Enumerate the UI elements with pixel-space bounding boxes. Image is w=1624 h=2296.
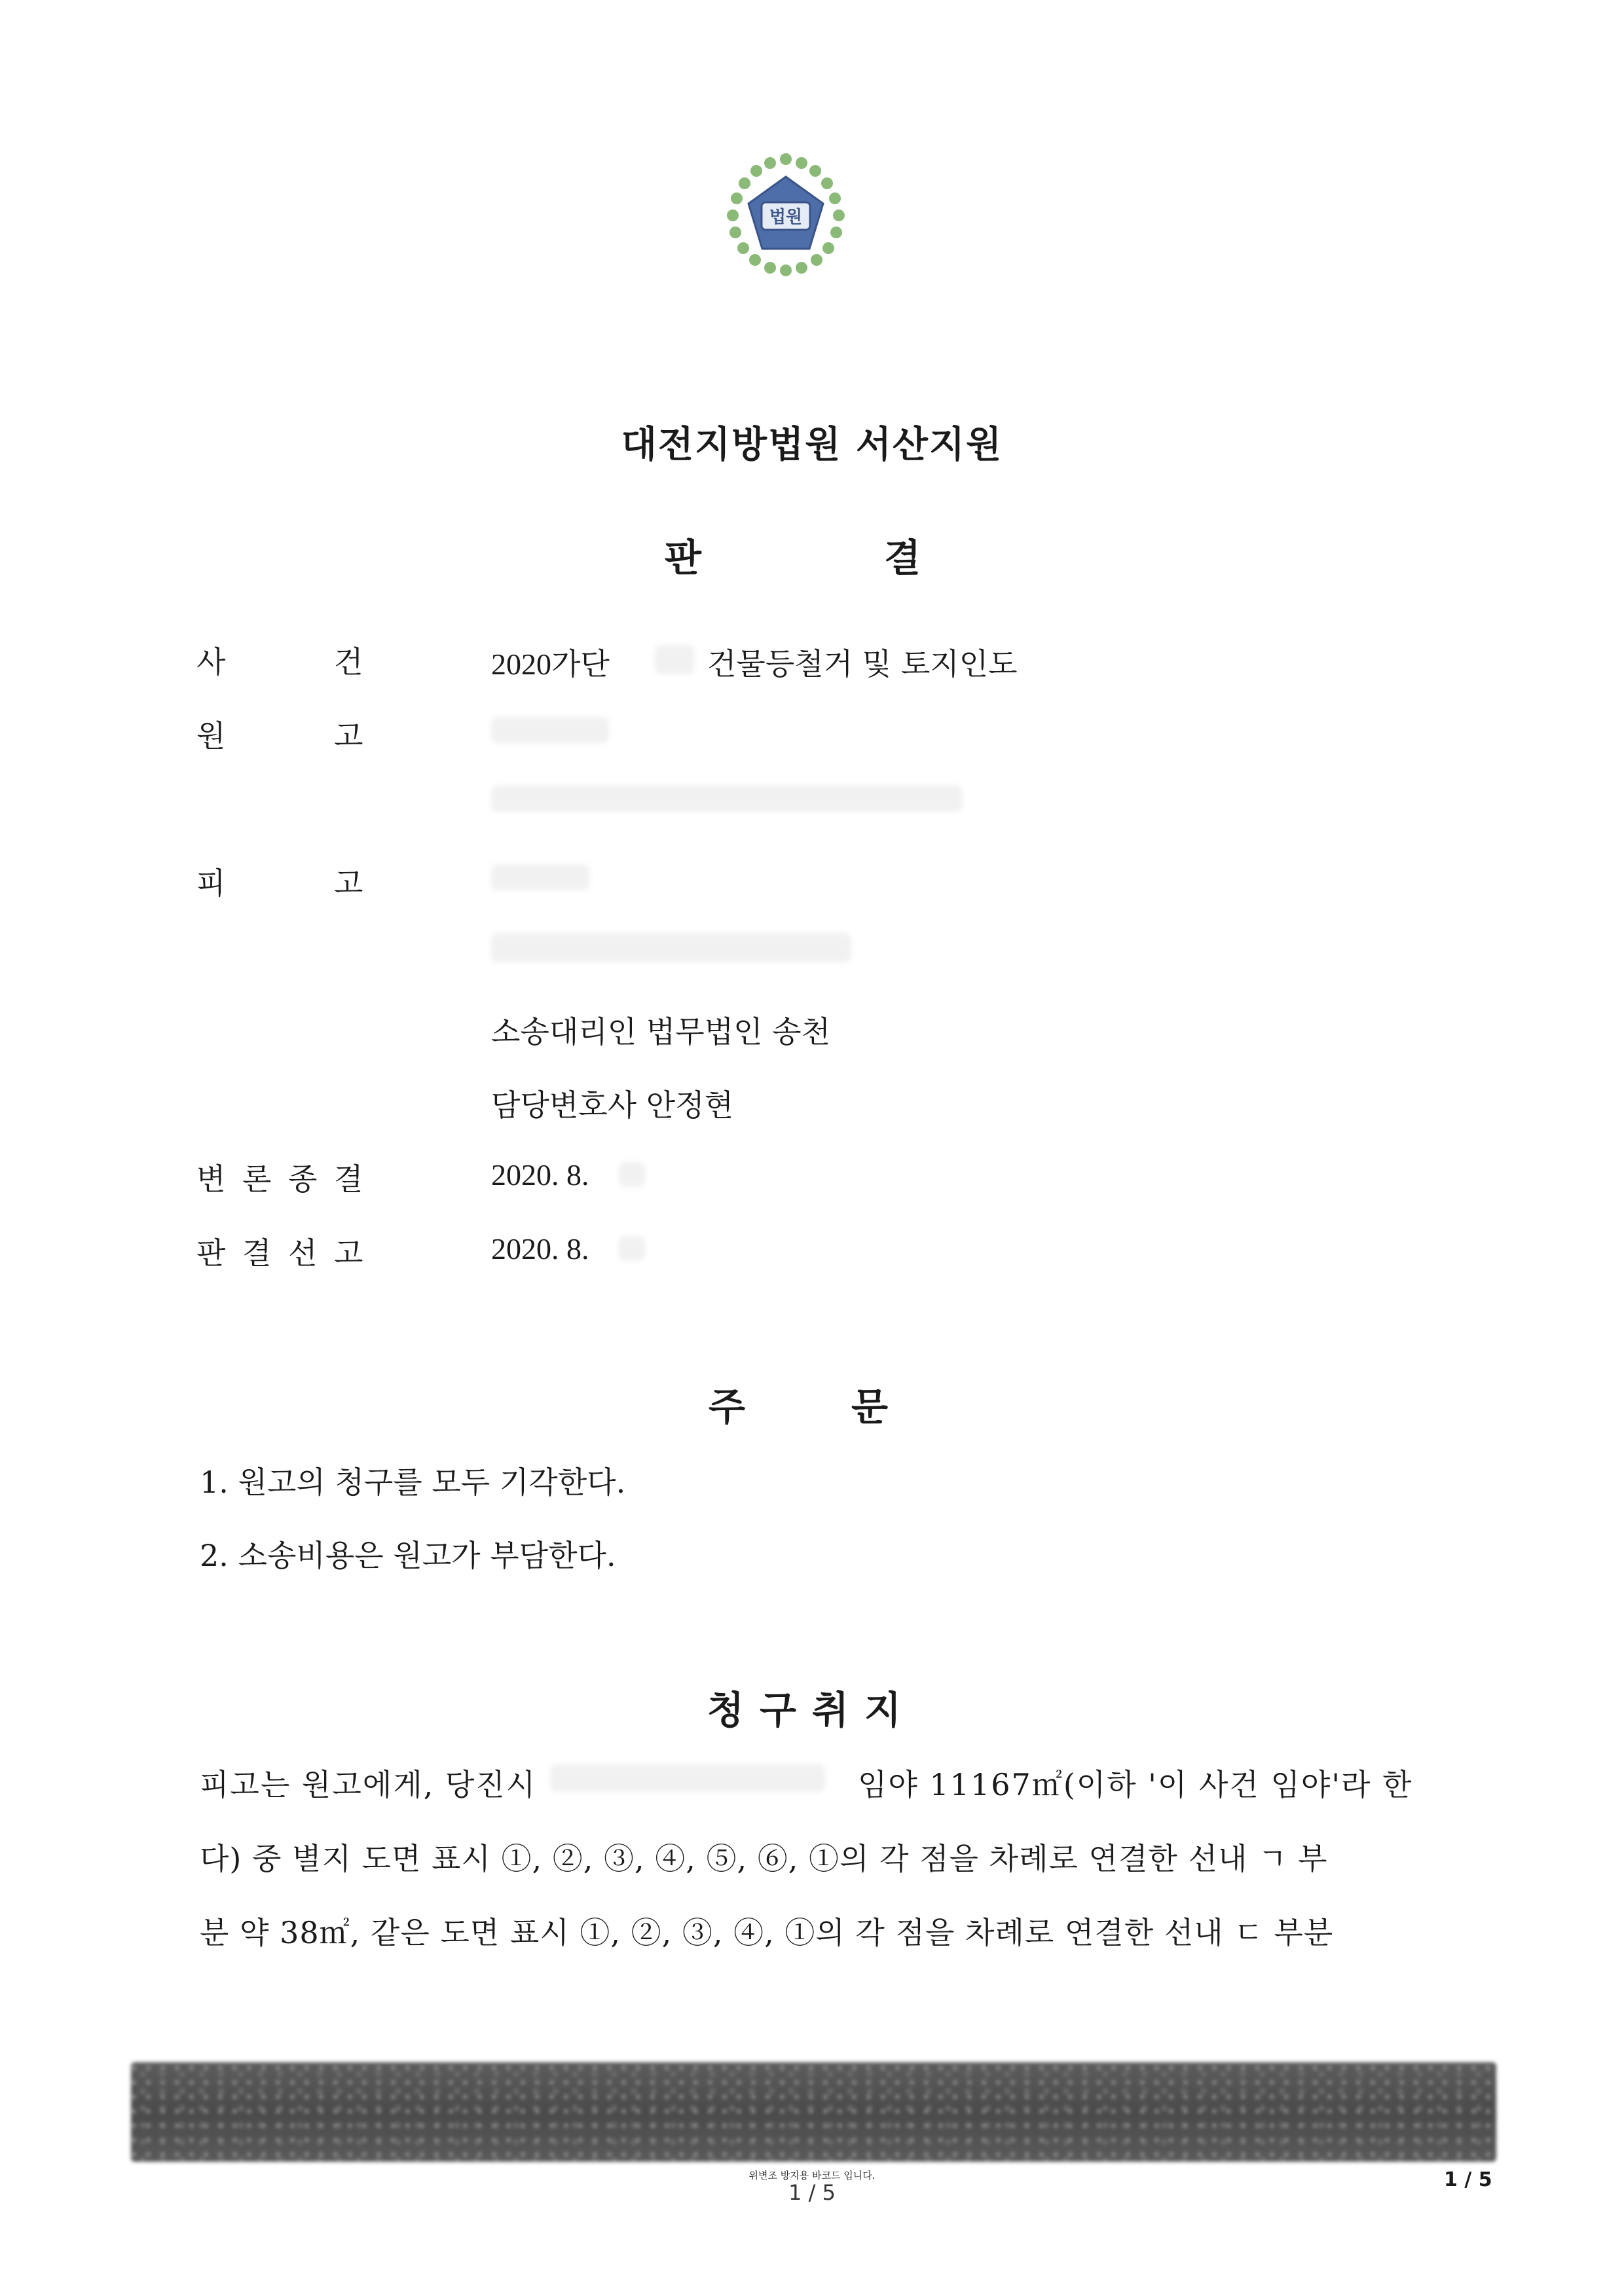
redacted-defendant-address: [491, 933, 851, 962]
redacted-judgment-day: [619, 1236, 645, 1261]
redacted-case-number: [655, 645, 694, 674]
redacted-hearing-day: [619, 1162, 645, 1187]
order-item-2: 2. 소송비용은 원고가 부담한다.: [200, 1538, 616, 1573]
attorney-lawyer: 담당변호사 안정현: [491, 1087, 734, 1123]
hearing-end-date: 2020. 8.: [491, 1158, 589, 1192]
claim-line-2: 다) 중 별지 도면 표시 ①, ②, ③, ④, ⑤, ⑥, ①의 각 점을 차례로 연결한 선내 ㄱ 부: [200, 1841, 1328, 1876]
redacted-defendant-name: [491, 864, 589, 890]
case-number: 2020가단: [491, 647, 610, 681]
claim-line-3: 분 약 38㎡, 같은 도면 표시 ①, ②, ③, ④, ①의 각 점을 차례로 연결한 선내 ㄷ 부분: [200, 1915, 1334, 1950]
court-name: 대전지방법원 서산지원: [621, 424, 1003, 466]
title-char-2: 결: [884, 536, 921, 580]
order-item-1: 1. 원고의 청구를 모두 기각한다.: [200, 1465, 626, 1500]
plaintiff-label: 원 고: [196, 718, 363, 754]
page-number-right: 1 / 5: [1444, 2168, 1492, 2191]
case-label: 사 건: [196, 644, 363, 680]
claim-line-1b: 임야 11167㎡(이하 '이 사건 임야'라 한: [858, 1767, 1413, 1802]
attorney-firm: 소송대리인 법무법인 송천: [491, 1014, 831, 1049]
redacted-plaintiff-address: [491, 786, 963, 812]
page-number-center: 1 / 5: [788, 2180, 836, 2205]
redacted-plaintiff-name: [491, 717, 609, 743]
order-heading: 주 문: [709, 1385, 889, 1429]
redacted-land-address: [550, 1764, 825, 1792]
judgment-date-label: 판 결 선 고: [196, 1235, 363, 1271]
emblem-text: 법원: [769, 208, 803, 227]
claim-heading: 청 구 취 지: [707, 1688, 902, 1732]
barcode-note: 위변조 방지용 바코드 입니다.: [748, 2170, 876, 2181]
anti-forgery-barcode: [131, 2062, 1496, 2162]
case-title: 건물등철거 및 토지인도: [707, 646, 1018, 682]
defendant-label: 피 고: [196, 866, 363, 901]
court-emblem-logo: [717, 147, 855, 285]
document-title: [0, 527, 1624, 579]
title-char-1: 판: [665, 536, 702, 580]
claim-line-1a: 피고는 원고에게, 당진시: [200, 1767, 537, 1802]
judgment-date: 2020. 8.: [491, 1232, 589, 1266]
hearing-end-label: 변 론 종 결: [196, 1161, 363, 1197]
